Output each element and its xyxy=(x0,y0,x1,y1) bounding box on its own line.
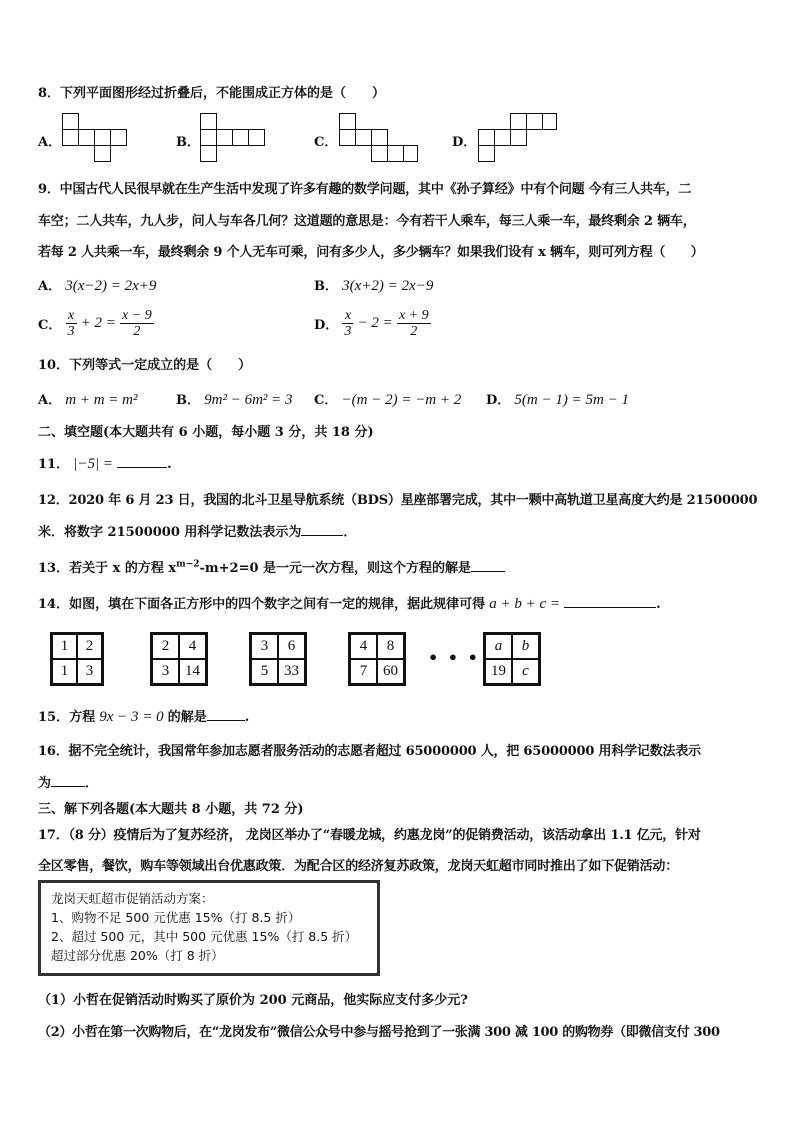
q9-option-d-mid: − 2 = xyxy=(357,315,393,331)
q16-line-2-text: 为 xyxy=(38,776,52,791)
q12-line-1: 12．2020 年 6 月 23 日，我国的北斗卫星导航系统（BDS）星座部署完成，其中一颗中高轨道卫星高度大约是 21500000 xyxy=(38,493,758,508)
q14-square-4-cell: 4 xyxy=(350,634,377,659)
q9-option-d-num-2: x + 9 xyxy=(398,308,429,323)
q14-square-2-cell: 4 xyxy=(179,634,206,659)
q14-square-3-cell: 5 xyxy=(251,659,278,684)
q9-option-a xyxy=(38,275,156,295)
q9-option-d-label: D． xyxy=(314,318,339,333)
q9-option-c-den-2: 2 xyxy=(133,324,141,339)
q9-option-c-label: C． xyxy=(38,318,62,333)
promotion-title: 龙岗天虹超市促销活动方案： xyxy=(51,891,214,906)
q12-answer-blank[interactable] xyxy=(301,523,343,536)
q14-square-5-cell: 19 xyxy=(485,659,512,684)
q17-line-1: 17．（8 分）疫情后为了复苏经济， 龙岗区举办了“春暖龙城，约惠龙岗”的促销费活动，该活动拿出 1.1 亿元，针对 xyxy=(38,828,701,843)
q9-option-b xyxy=(314,275,433,295)
q9-line-3: 若每 2 人共乘一车，最终剩余 9 个人无车可乘，问有多少人，多少辆车？如果我们设有 x 辆车，则可列方程（ ） xyxy=(38,245,704,260)
q9-option-c-frac-1 xyxy=(66,308,77,339)
q14-square-4 xyxy=(348,632,406,686)
q16-line-2 xyxy=(38,772,98,791)
promotion-rule-1: 1、购物不足 500 元优惠 15%（打 8.5 折） xyxy=(51,910,301,925)
q16-line-2-end: ． xyxy=(85,776,99,791)
q9-line-1: 9．中国古代人民很早就在生产生活中发现了许多有趣的数学问题，其中《孙子算经》中有个问题 今有三人共车，二 xyxy=(38,182,692,197)
q9-option-c-num-2: x − 9 xyxy=(122,308,152,323)
q9-option-c-frac-2 xyxy=(120,308,154,339)
q14-square-1-cell: 3 xyxy=(77,659,102,684)
q13-pre: 13．若关于 x 的方程 x xyxy=(38,561,177,576)
q9-option-d-den-1: 3 xyxy=(344,324,352,339)
q10-option-a-expr: m + m = m² xyxy=(65,392,138,408)
q16-line-1: 16．据不完全统计，我国常年参加志愿者服务活动的志愿者超过 65000000 人，把 65000000 用科学记数法表示 xyxy=(38,744,701,759)
q11-end: . xyxy=(167,457,172,472)
q10-option-d-expr: 5(m − 1) = 5m − 1 xyxy=(514,392,629,408)
q14-square-2 xyxy=(150,632,208,686)
q14-square-3-cell: 33 xyxy=(278,659,305,684)
q14-square-1 xyxy=(50,632,104,686)
q17-sub-2: （2）小哲在第一次购物后，在“龙岗发布”微信公众号中参与摇号抢到了一张满 300 减 100 的购物券（即微信支付 300 xyxy=(38,1025,720,1040)
q14-pre: 14．如图，填在下面各正方形中的四个数字之间有一定的规律，据此规律可得 xyxy=(38,597,486,612)
q14-square-2-cell: 14 xyxy=(179,659,206,684)
q9-option-b-label: B． xyxy=(314,279,338,294)
q13-exponent: m−2 xyxy=(176,559,200,570)
q10-stem: 10．下列等式一定成立的是（ ） xyxy=(38,358,252,373)
q14-square-5-cell: a xyxy=(485,634,512,659)
promotion-rule-2: 2、超过 500 元，其中 500 元优惠 15%（打 8.5 折） xyxy=(51,929,358,944)
q11-expr: |−5| = xyxy=(73,456,113,472)
q14-square-3-cell: 3 xyxy=(251,634,278,659)
q14-expr: a + b + c = xyxy=(489,596,561,612)
q9-option-c-mid: + 2 = xyxy=(80,315,116,331)
q14-square-5 xyxy=(483,632,541,686)
q14-ellipsis: • • • xyxy=(428,648,480,667)
q17-sub-1: （1）小哲在促销活动时购买了原价为 200 元商品，他实际应支付多少元? xyxy=(38,993,468,1008)
q14-square-1-cell: 1 xyxy=(52,634,77,659)
q14-answer-blank[interactable] xyxy=(564,595,656,608)
q8-option-b-label: B． xyxy=(176,135,200,150)
q15-answer-blank[interactable] xyxy=(207,708,245,721)
q8-net-b xyxy=(200,113,270,163)
q9-option-c-num-1: x xyxy=(66,308,77,324)
q14-square-4-cell: 7 xyxy=(350,659,377,684)
promotion-rule-2-cont: 超过部分优惠 20%（打 8 折） xyxy=(51,948,224,963)
q13-answer-blank[interactable] xyxy=(471,559,505,572)
q14-square-3 xyxy=(249,632,307,686)
q8-net-c xyxy=(339,113,419,163)
q14-square-5-cell: b xyxy=(512,634,539,659)
q11-answer-blank[interactable] xyxy=(117,455,167,468)
q14-square-2-cell: 2 xyxy=(152,634,179,659)
section-3-heading: 三、解下列各题(本大题共 8 小题，共 72 分) xyxy=(38,802,304,817)
q14-square-2-cell: 3 xyxy=(152,659,179,684)
q15-expr: 9x − 3 = 0 xyxy=(99,709,164,725)
q11 xyxy=(38,453,172,473)
q15-pre: 15．方程 xyxy=(38,710,96,725)
q14-square-1-cell: 1 xyxy=(52,659,77,684)
q8-option-a-label: A． xyxy=(38,135,62,150)
q8-net-a xyxy=(62,113,130,163)
q9-option-c-den-1: 3 xyxy=(67,324,75,339)
q9-option-d-frac-2 xyxy=(397,308,431,339)
section-2-heading: 二、填空题(本大题共有 6 小题，每小题 3 分，共 18 分) xyxy=(38,425,374,440)
q14 xyxy=(38,593,661,613)
q9-option-d xyxy=(314,308,431,339)
q10-option-c-expr: −(m − 2) = −m + 2 xyxy=(341,392,462,408)
q14-square-3-cell: 6 xyxy=(278,634,305,659)
q15-end: . xyxy=(244,710,250,725)
q15-post: 的解是 xyxy=(167,710,207,725)
q10-option-a-label: A． xyxy=(38,393,62,408)
q10-option-b xyxy=(176,389,293,409)
q13 xyxy=(38,557,505,576)
q14-square-5-cell: c xyxy=(512,659,539,684)
q12-line-2-text: 米．将数字 21500000 用科学记数法表示为 xyxy=(38,525,302,540)
q9-option-c xyxy=(38,308,154,339)
q14-end: . xyxy=(656,597,661,612)
q9-option-a-label: A． xyxy=(38,279,62,294)
q14-square-4-cell: 60 xyxy=(377,659,404,684)
q8-option-d-label: D． xyxy=(452,135,477,150)
q9-line-2: 车空；二人共车，九人步，问人与车各几何？这道题的意思是：今有若干人乘车，每三人乘一车，最终剩余 2 辆车， xyxy=(38,214,696,229)
q17-line-2: 全区零售，餐饮，购车等领域出台优惠政策．为配合区的经济复苏政策，龙岗天虹超市同时推出了如下促销活动： xyxy=(38,859,679,874)
q10-option-b-expr: 9m² − 6m² = 3 xyxy=(204,392,293,408)
q9-option-d-frac-1 xyxy=(342,308,353,339)
q10-option-b-label: B． xyxy=(176,393,200,408)
q10-option-c-label: C． xyxy=(314,393,338,408)
q10-option-d xyxy=(486,389,629,409)
q8-net-d xyxy=(478,113,558,163)
q14-square-4-cell: 8 xyxy=(377,634,404,659)
q9-option-d-den-2: 2 xyxy=(410,324,418,339)
q9-option-d-num-1: x xyxy=(342,308,353,324)
q12-line-2 xyxy=(38,521,356,540)
q16-answer-blank[interactable] xyxy=(51,774,85,787)
q10-option-c xyxy=(314,389,461,409)
promotion-box xyxy=(38,880,380,976)
q13-post: -m+2=0 是一元一次方程，则这个方程的解是 xyxy=(199,561,472,576)
q9-option-b-expr: 3(x+2) = 2x−9 xyxy=(342,278,434,294)
q9-option-a-expr: 3(x−2) = 2x+9 xyxy=(65,278,157,294)
q11-number: 11． xyxy=(38,457,70,472)
q10-option-a xyxy=(38,389,137,409)
q8-option-c-label: C． xyxy=(314,135,338,150)
q14-square-1-cell: 2 xyxy=(77,634,102,659)
q12-line-2-end: ． xyxy=(343,525,357,540)
q10-option-d-label: D． xyxy=(486,393,511,408)
q15 xyxy=(38,706,249,726)
q8-stem: 8．下列平面图形经过折叠后，不能围成正方体的是（ ） xyxy=(38,86,386,101)
